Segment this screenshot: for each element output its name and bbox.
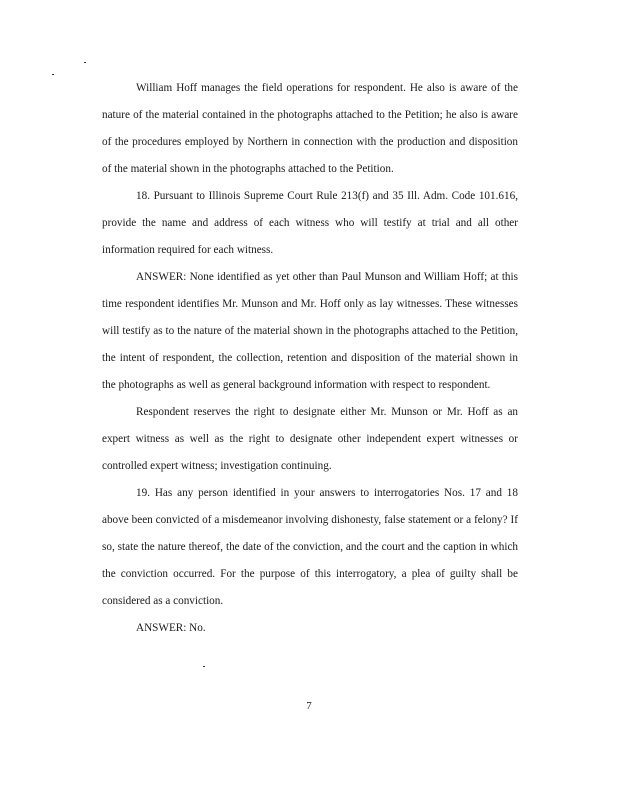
paragraph-interrogatory-18: 18. Pursuant to Illinois Supreme Court Rule 213(f) and 35 Ill. Adm. Code 101.616, provide the name and address of each witness who will testify at trial and all other information required for each witness. xyxy=(102,190,518,256)
paragraph-interrogatory-19: 19. Has any person identified in your answers to interrogatories Nos. 17 and 18 above been convicted of a misdemeanor involving dishonesty, false statement or a felony? If so, state the nature thereof, the date of the conviction, and the court and the caption in which the conviction occurred. For the purpose of this interrogatory, a plea of guilty shall be considered as a conviction. xyxy=(102,487,518,607)
paragraph-reservation: Respondent reserves the right to designate either Mr. Munson or Mr. Hoff as an expert witness as well as the right to designate other independent expert witnesses or controlled expert witness; investigation continuing. xyxy=(102,406,518,472)
paragraph-hoff-role: William Hoff manages the field operations for respondent. He also is aware of the nature of the material contained in the photographs attached to the Petition; he also is aware of the procedures employed by Northern in connection with the production and disposition of the material shown in the photographs attached to the Petition. xyxy=(102,82,518,175)
page-number: 7 xyxy=(306,700,312,712)
scan-speck xyxy=(52,74,54,75)
paragraph-answer-19: ANSWER: No. xyxy=(136,622,206,634)
scan-speck xyxy=(203,666,205,667)
body-text xyxy=(102,75,518,642)
scan-speck xyxy=(84,62,86,63)
paragraph-answer-18: ANSWER: None identified as yet other than Paul Munson and William Hoff; at this time respondent identifies Mr. Munson and Mr. Hoff only as lay witnesses. These witnesses will testify as to the nature of the material shown in the photographs attached to the Petition, the intent of respondent, the collection, retention and disposition of the material shown in the photographs as well as general background information with respect to respondent. xyxy=(102,271,518,391)
